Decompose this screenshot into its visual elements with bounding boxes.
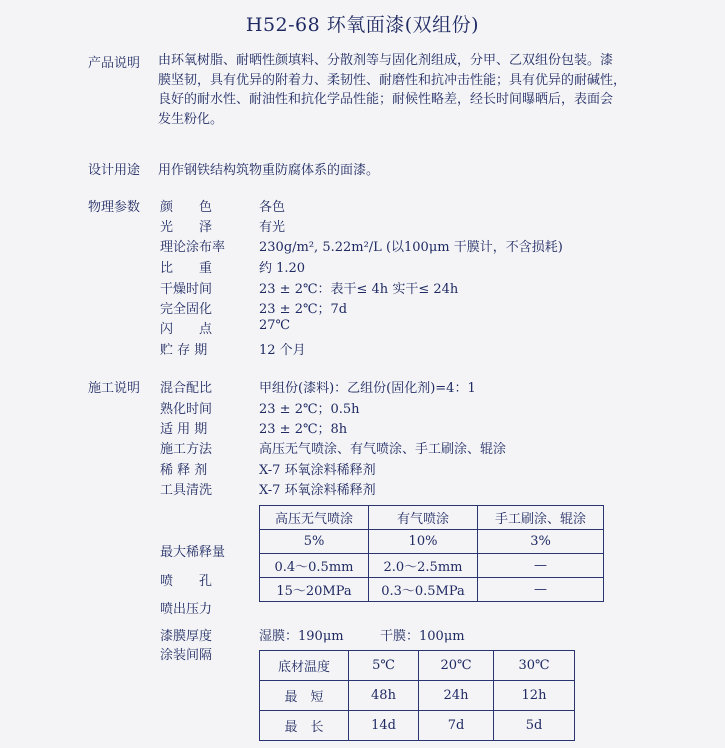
physical-value: 有光 (259, 220, 286, 235)
table-cell: — (478, 578, 604, 602)
table-cell: 0.3～0.5MPa (369, 578, 478, 602)
table-row-label: 最 长 (260, 711, 349, 741)
table-cell: 14d (349, 711, 419, 741)
table-row (260, 554, 604, 578)
table-row (260, 530, 604, 554)
product-section-label: 产品说明 (88, 56, 141, 71)
table-cell: 10% (369, 530, 478, 554)
physical-value: 230g/m², 5.22m²/L (以100μm 干膜计，不含损耗) (259, 240, 563, 255)
construction-key: 工具清洗 (160, 483, 213, 498)
physical-key: 干燥时间 (160, 282, 213, 297)
dry-film-value: 干膜：100μm (380, 629, 465, 644)
page-title: H52-68 环氧面漆(双组份) (245, 14, 480, 36)
product-line: 由环氧树脂、耐晒性颜填料、分散剂等与固化剂组成，分甲、乙双组份包装。漆 (158, 53, 614, 68)
usage-text: 用作钢铁结构筑物重防腐体系的面漆。 (158, 163, 380, 178)
physical-value: 12 个月 (259, 343, 306, 358)
table-row (260, 711, 575, 741)
table-header-cell: 高压无气喷涂 (260, 506, 369, 530)
physical-key: 光 泽 (160, 220, 213, 235)
table-header-cell: 底材温度 (260, 651, 349, 681)
dilution-label: 最大稀释量 (160, 545, 226, 560)
table-header-cell: 有气喷涂 (369, 506, 478, 530)
table-row-label: 最 短 (260, 681, 349, 711)
table-cell: — (478, 554, 604, 578)
construction-value: 甲组份(漆料)：乙组份(固化剂)=4：1 (259, 381, 476, 396)
product-line: 膜坚韧，具有优异的附着力、柔韧性、耐磨性和抗冲击性能；具有优异的耐碱性， (158, 72, 627, 88)
product-line: 良好的耐水性、耐油性和抗化学品性能；耐候性略差，经长时间曝晒后，表面会 (158, 92, 614, 107)
construction-key: 混合配比 (160, 381, 213, 396)
nozzle-label: 喷 孔 (160, 574, 213, 589)
construction-key: 施工方法 (160, 442, 213, 457)
table-cell: 3% (478, 530, 604, 554)
construction-key: 稀 释 剂 (160, 463, 208, 478)
pressure-label: 喷出压力 (160, 602, 213, 617)
table-cell: 5d (494, 711, 575, 741)
table-header-row (260, 651, 575, 681)
table-header-row (260, 506, 604, 530)
table-header-cell: 手工刷涂、辊涂 (478, 506, 604, 530)
construction-section-label: 施工说明 (88, 381, 141, 396)
physical-key: 比 重 (160, 261, 213, 276)
construction-value: 23 ± 2℃；0.5h (259, 402, 360, 417)
physical-value: 23 ± 2℃：表干≤ 4h 实干≤ 24h (259, 282, 459, 297)
wet-film-value: 湿膜：190μm (259, 629, 344, 644)
application-method-table (259, 505, 604, 602)
product-line: 发生粉化。 (158, 111, 224, 127)
table-header-cell: 20℃ (419, 651, 494, 681)
table-row (260, 578, 604, 602)
table-cell: 2.0～2.5mm (369, 554, 478, 578)
physical-value: 约 1.20 (259, 261, 306, 276)
table-header-cell: 30℃ (494, 651, 575, 681)
physical-key: 完全固化 (160, 302, 213, 317)
table-cell: 12h (494, 681, 575, 711)
construction-value: X-7 环氧涂料稀释剂 (259, 463, 376, 478)
physical-key: 闪 点 (160, 322, 213, 337)
table-row (260, 681, 575, 711)
table-cell: 24h (419, 681, 494, 711)
physical-value: 各色 (259, 200, 286, 215)
physical-value: 23 ± 2℃；7d (259, 302, 348, 317)
construction-key: 适 用 期 (160, 422, 208, 437)
construction-value: 23 ± 2℃；8h (259, 422, 348, 437)
physical-section-label: 物理参数 (88, 200, 141, 215)
physical-key: 颜 色 (160, 200, 213, 215)
table-header-cell: 5℃ (349, 651, 419, 681)
table-cell: 15～20MPa (260, 578, 369, 602)
construction-value: X-7 环氧涂料稀释剂 (259, 483, 376, 498)
table-cell: 0.4～0.5mm (260, 554, 369, 578)
construction-key: 熟化时间 (160, 402, 213, 417)
physical-key: 贮 存 期 (160, 343, 208, 358)
film-thickness-label: 漆膜厚度 (160, 629, 213, 644)
recoat-interval-table (259, 650, 575, 741)
usage-section-label: 设计用途 (88, 163, 141, 178)
recoat-interval-label: 涂装间隔 (160, 648, 213, 663)
product-description (158, 51, 678, 129)
physical-value: 27℃ (259, 318, 291, 333)
construction-value: 高压无气喷涂、有气喷涂、手工刷涂、辊涂 (259, 442, 507, 457)
table-cell: 7d (419, 711, 494, 741)
table-cell: 48h (349, 681, 419, 711)
table-cell: 5% (260, 530, 369, 554)
physical-key: 理论涂布率 (160, 240, 226, 255)
